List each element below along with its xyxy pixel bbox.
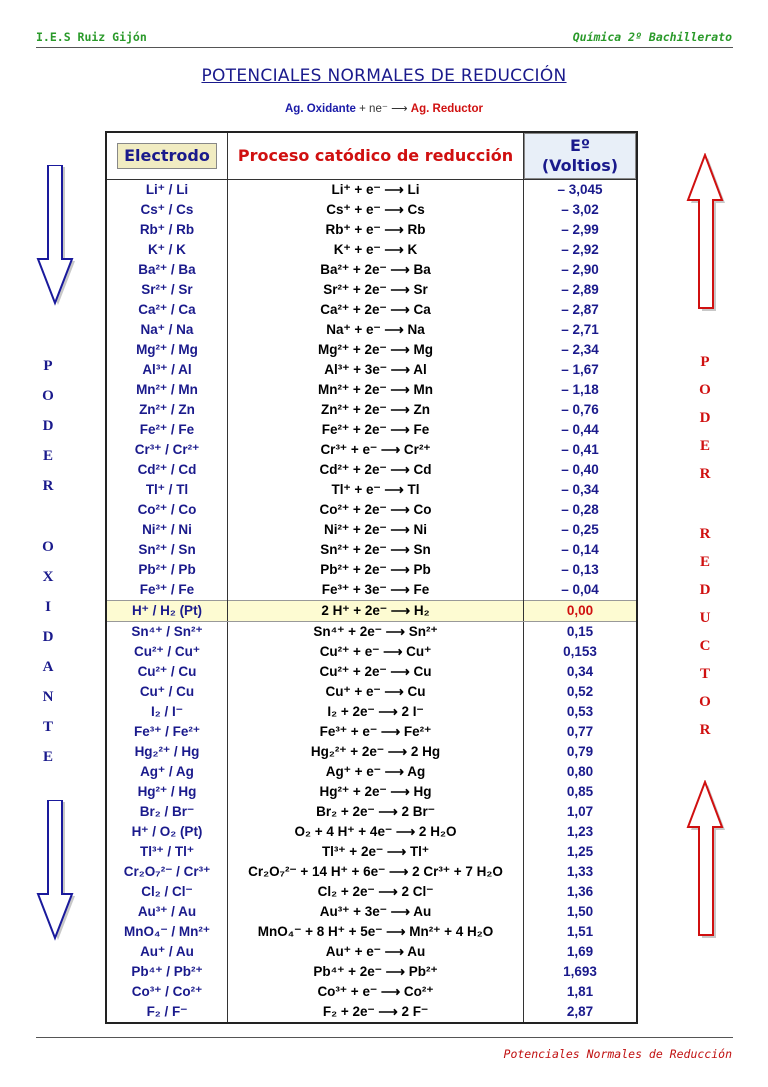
potential-cell: 1,36 [524, 882, 638, 902]
electrode-cell: Br₂ / Br⁻ [106, 802, 228, 822]
potential-cell: 0,85 [524, 782, 638, 802]
side-letter: D [42, 418, 54, 434]
potential-cell: – 0,04 [524, 580, 638, 601]
process-cell: Sr²⁺ + 2e⁻ ⟶ Sr [228, 280, 524, 300]
process-cell: Sn⁴⁺ + 2e⁻ ⟶ Sn²⁺ [228, 622, 524, 643]
electrode-cell: Hg₂²⁺ / Hg [106, 742, 228, 762]
potential-cell: 1,25 [524, 842, 638, 862]
process-cell: Cd²⁺ + 2e⁻ ⟶ Cd [228, 460, 524, 480]
table-row [106, 220, 637, 240]
side-letter: E [42, 448, 53, 464]
table-row [106, 320, 637, 340]
arrow-down-icon [35, 800, 79, 948]
process-cell: Au⁺ + e⁻ ⟶ Au [228, 942, 524, 962]
side-letter: X [42, 569, 54, 585]
table-row [106, 982, 637, 1002]
side-letter: R [699, 466, 711, 482]
table-row [106, 420, 637, 440]
table-row [106, 902, 637, 922]
table-row [106, 802, 637, 822]
electrode-cell: Co²⁺ / Co [106, 500, 228, 520]
process-cell: Li⁺ + e⁻ ⟶ Li [228, 180, 524, 201]
side-letter: E [699, 554, 710, 570]
potential-cell: – 0,14 [524, 540, 638, 560]
process-cell: Cs⁺ + e⁻ ⟶ Cs [228, 200, 524, 220]
process-cell: Tl⁺ + e⁻ ⟶ Tl [228, 480, 524, 500]
table-row [106, 260, 637, 280]
electrode-cell: Pb²⁺ / Pb [106, 560, 228, 580]
process-cell: Tl³⁺ + 2e⁻ ⟶ Tl⁺ [228, 842, 524, 862]
footer-rule [36, 1037, 733, 1038]
process-cell: Sn²⁺ + 2e⁻ ⟶ Sn [228, 540, 524, 560]
potential-cell: – 2,71 [524, 320, 638, 340]
potential-cell: – 2,87 [524, 300, 638, 320]
table-row-reference [106, 601, 637, 622]
potential-cell: 1,07 [524, 802, 638, 822]
table-row [106, 762, 637, 782]
electrode-cell: Li⁺ / Li [106, 180, 228, 201]
table-header-row [106, 132, 637, 180]
process-cell: Au³⁺ + 3e⁻ ⟶ Au [228, 902, 524, 922]
header-rule [36, 47, 733, 48]
process-cell: 2 H⁺ + 2e⁻ ⟶ H₂ [228, 601, 524, 622]
potential-cell: – 0,28 [524, 500, 638, 520]
potential-cell: 1,33 [524, 862, 638, 882]
table-row [106, 480, 637, 500]
table-row [106, 280, 637, 300]
arrow-down-icon [35, 165, 79, 313]
table-row [106, 782, 637, 802]
table-row [106, 882, 637, 902]
table-row [106, 440, 637, 460]
potential-cell: 0,153 [524, 642, 638, 662]
process-cell: Cr₂O₇²⁻ + 14 H⁺ + 6e⁻ ⟶ 2 Cr³⁺ + 7 H₂O [228, 862, 524, 882]
process-cell: Mg²⁺ + 2e⁻ ⟶ Mg [228, 340, 524, 360]
potentials-table [105, 131, 638, 1024]
header-course: Química 2º Bachillerato [572, 30, 732, 44]
table-row [106, 742, 637, 762]
table-row [106, 862, 637, 882]
side-letter: U [699, 610, 711, 626]
electrode-cell: Mn²⁺ / Mn [106, 380, 228, 400]
electrode-cell: Zn²⁺ / Zn [106, 400, 228, 420]
table-row [106, 360, 637, 380]
electrode-cell: Tl³⁺ / Tl⁺ [106, 842, 228, 862]
side-letter: E [699, 438, 710, 454]
potential-cell: – 0,13 [524, 560, 638, 580]
potential-cell: – 0,76 [524, 400, 638, 420]
side-letter: R [699, 722, 711, 738]
table-row [106, 560, 637, 580]
table-body [106, 180, 637, 1024]
electrode-cell: Cu⁺ / Cu [106, 682, 228, 702]
electrode-cell: Na⁺ / Na [106, 320, 228, 340]
potential-cell: – 0,40 [524, 460, 638, 480]
subtitle-oxidant: Ag. Oxidante [285, 103, 356, 115]
potential-cell: 1,69 [524, 942, 638, 962]
header-proceso [228, 132, 524, 180]
process-cell: Co³⁺ + e⁻ ⟶ Co²⁺ [228, 982, 524, 1002]
potential-cell: 1,81 [524, 982, 638, 1002]
electrode-cell: Cl₂ / Cl⁻ [106, 882, 228, 902]
process-cell: Ca²⁺ + 2e⁻ ⟶ Ca [228, 300, 524, 320]
electrode-cell: H⁺ / H₂ (Pt) [106, 601, 228, 622]
header-potencial [524, 132, 638, 180]
side-letter: D [699, 410, 711, 426]
electrode-cell: Au³⁺ / Au [106, 902, 228, 922]
table-row [106, 662, 637, 682]
side-letter: D [42, 629, 54, 645]
process-cell: Rb⁺ + e⁻ ⟶ Rb [228, 220, 524, 240]
table-row [106, 702, 637, 722]
potential-cell: – 2,90 [524, 260, 638, 280]
electrode-cell: Ba²⁺ / Ba [106, 260, 228, 280]
side-letter: T [699, 666, 710, 682]
side-letter: R [42, 478, 54, 494]
side-letter: D [699, 582, 711, 598]
process-cell: Fe³⁺ + 3e⁻ ⟶ Fe [228, 580, 524, 601]
process-cell: MnO₄⁻ + 8 H⁺ + 5e⁻ ⟶ Mn²⁺ + 4 H₂O [228, 922, 524, 942]
potential-cell: 2,87 [524, 1002, 638, 1023]
electrode-cell: F₂ / F⁻ [106, 1002, 228, 1023]
electrode-cell: Fe³⁺ / Fe²⁺ [106, 722, 228, 742]
process-cell: Co²⁺ + 2e⁻ ⟶ Co [228, 500, 524, 520]
side-letter: P [700, 354, 710, 370]
process-cell: K⁺ + e⁻ ⟶ K [228, 240, 524, 260]
process-cell: Zn²⁺ + 2e⁻ ⟶ Zn [228, 400, 524, 420]
footer-title: Potenciales Normales de Reducción [503, 1047, 732, 1061]
process-cell: Na⁺ + e⁻ ⟶ Na [228, 320, 524, 340]
electrode-cell: Ni²⁺ / Ni [106, 520, 228, 540]
table-row [106, 642, 637, 662]
electrode-cell: MnO₄⁻ / Mn²⁺ [106, 922, 228, 942]
side-letter: R [699, 526, 711, 542]
potential-cell: – 2,89 [524, 280, 638, 300]
potential-cell: – 2,34 [524, 340, 638, 360]
table-row [106, 942, 637, 962]
potential-cell: 0,53 [524, 702, 638, 722]
electrode-cell: Pb⁴⁺ / Pb²⁺ [106, 962, 228, 982]
header-electrodo-label: Electrodo [117, 143, 217, 169]
potential-cell: – 0,41 [524, 440, 638, 460]
side-letter: O [699, 382, 711, 398]
header-proceso-label: Proceso catódico de reducción [237, 146, 514, 165]
electrode-cell: Sn²⁺ / Sn [106, 540, 228, 560]
electrode-cell: Fe²⁺ / Fe [106, 420, 228, 440]
side-letter: E [42, 749, 53, 765]
electrode-cell: Ca²⁺ / Ca [106, 300, 228, 320]
table-row [106, 842, 637, 862]
potential-cell: – 0,34 [524, 480, 638, 500]
potential-cell: – 0,25 [524, 520, 638, 540]
table-row [106, 722, 637, 742]
electrode-cell: I₂ / I⁻ [106, 702, 228, 722]
table-row [106, 622, 637, 643]
subtitle-operator: + ne⁻ ⟶ [355, 103, 411, 115]
process-cell: Fe³⁺ + e⁻ ⟶ Fe²⁺ [228, 722, 524, 742]
electrode-cell: Fe³⁺ / Fe [106, 580, 228, 601]
side-letter: N [42, 689, 54, 705]
subtitle-reductor: Ag. Reductor [410, 103, 483, 115]
process-cell: Al³⁺ + 3e⁻ ⟶ Al [228, 360, 524, 380]
page-title: POTENCIALES NORMALES DE REDUCCIÓN [201, 66, 567, 86]
process-cell: Cr³⁺ + e⁻ ⟶ Cr²⁺ [228, 440, 524, 460]
table-row [106, 340, 637, 360]
electrode-cell: Hg²⁺ / Hg [106, 782, 228, 802]
electrode-cell: Cu²⁺ / Cu⁺ [106, 642, 228, 662]
process-cell: I₂ + 2e⁻ ⟶ 2 I⁻ [228, 702, 524, 722]
process-cell: Ba²⁺ + 2e⁻ ⟶ Ba [228, 260, 524, 280]
electrode-cell: Cr³⁺ / Cr²⁺ [106, 440, 228, 460]
potential-cell: 1,51 [524, 922, 638, 942]
header-electrodo [106, 132, 228, 180]
potential-cell: 0,34 [524, 662, 638, 682]
potential-cell: – 3,02 [524, 200, 638, 220]
potential-cell: – 3,045 [524, 180, 638, 201]
electrode-cell: Co³⁺ / Co²⁺ [106, 982, 228, 1002]
table-row [106, 380, 637, 400]
process-cell: Hg²⁺ + 2e⁻ ⟶ Hg [228, 782, 524, 802]
electrode-cell: Cd²⁺ / Cd [106, 460, 228, 480]
potential-cell: 1,23 [524, 822, 638, 842]
electrode-cell: Ag⁺ / Ag [106, 762, 228, 782]
table-row [106, 682, 637, 702]
electrode-cell: Au⁺ / Au [106, 942, 228, 962]
side-letter: O [42, 539, 54, 555]
side-letter: T [42, 719, 53, 735]
potential-cell: 0,77 [524, 722, 638, 742]
table-row [106, 200, 637, 220]
potential-cell: – 2,92 [524, 240, 638, 260]
arrow-up-icon [683, 153, 729, 313]
table-row [106, 922, 637, 942]
process-cell: Ag⁺ + e⁻ ⟶ Ag [228, 762, 524, 782]
table-row [106, 822, 637, 842]
process-cell: Fe²⁺ + 2e⁻ ⟶ Fe [228, 420, 524, 440]
table-row [106, 240, 637, 260]
header-potencial-label: Eº (Voltios) [524, 133, 636, 179]
electrode-cell: Tl⁺ / Tl [106, 480, 228, 500]
process-cell: Cu²⁺ + 2e⁻ ⟶ Cu [228, 662, 524, 682]
table-row [106, 962, 637, 982]
table-row [106, 400, 637, 420]
page-subtitle [0, 101, 768, 115]
side-letter: C [699, 638, 711, 654]
table-row [106, 500, 637, 520]
potential-cell: – 1,18 [524, 380, 638, 400]
process-cell: Cu²⁺ + e⁻ ⟶ Cu⁺ [228, 642, 524, 662]
electrode-cell: Rb⁺ / Rb [106, 220, 228, 240]
table-row [106, 540, 637, 560]
table-row [106, 580, 637, 601]
potential-cell: – 2,99 [524, 220, 638, 240]
process-cell: Pb²⁺ + 2e⁻ ⟶ Pb [228, 560, 524, 580]
process-cell: Ni²⁺ + 2e⁻ ⟶ Ni [228, 520, 524, 540]
side-letter: P [43, 358, 53, 374]
side-letter: O [699, 694, 711, 710]
process-cell: Br₂ + 2e⁻ ⟶ 2 Br⁻ [228, 802, 524, 822]
header-school: I.E.S Ruiz Gijón [36, 30, 147, 44]
process-cell: O₂ + 4 H⁺ + 4e⁻ ⟶ 2 H₂O [228, 822, 524, 842]
electrode-cell: Sn⁴⁺ / Sn²⁺ [106, 622, 228, 643]
electrode-cell: K⁺ / K [106, 240, 228, 260]
side-letter: O [42, 388, 54, 404]
electrode-cell: Sr²⁺ / Sr [106, 280, 228, 300]
table-row [106, 520, 637, 540]
table-row [106, 180, 637, 201]
electrode-cell: Al³⁺ / Al [106, 360, 228, 380]
process-cell: F₂ + 2e⁻ ⟶ 2 F⁻ [228, 1002, 524, 1023]
potential-cell: 0,79 [524, 742, 638, 762]
process-cell: Mn²⁺ + 2e⁻ ⟶ Mn [228, 380, 524, 400]
electrode-cell: Mg²⁺ / Mg [106, 340, 228, 360]
potential-cell: 0,00 [524, 601, 638, 622]
process-cell: Hg₂²⁺ + 2e⁻ ⟶ 2 Hg [228, 742, 524, 762]
process-cell: Pb⁴⁺ + 2e⁻ ⟶ Pb²⁺ [228, 962, 524, 982]
table-row [106, 1002, 637, 1023]
electrode-cell: Cs⁺ / Cs [106, 200, 228, 220]
potential-cell: 1,50 [524, 902, 638, 922]
electrode-cell: H⁺ / O₂ (Pt) [106, 822, 228, 842]
electrode-cell: Cu²⁺ / Cu [106, 662, 228, 682]
electrode-cell: Cr₂O₇²⁻ / Cr³⁺ [106, 862, 228, 882]
side-letter: I [45, 599, 51, 615]
potential-cell: – 0,44 [524, 420, 638, 440]
table-row [106, 460, 637, 480]
side-letter: A [42, 659, 54, 675]
table-row [106, 300, 637, 320]
process-cell: Cu⁺ + e⁻ ⟶ Cu [228, 682, 524, 702]
process-cell: Cl₂ + 2e⁻ ⟶ 2 Cl⁻ [228, 882, 524, 902]
potential-cell: 0,80 [524, 762, 638, 782]
potential-cell: 0,52 [524, 682, 638, 702]
potential-cell: – 1,67 [524, 360, 638, 380]
potential-cell: 1,693 [524, 962, 638, 982]
arrow-up-icon [683, 780, 729, 940]
potential-cell: 0,15 [524, 622, 638, 643]
